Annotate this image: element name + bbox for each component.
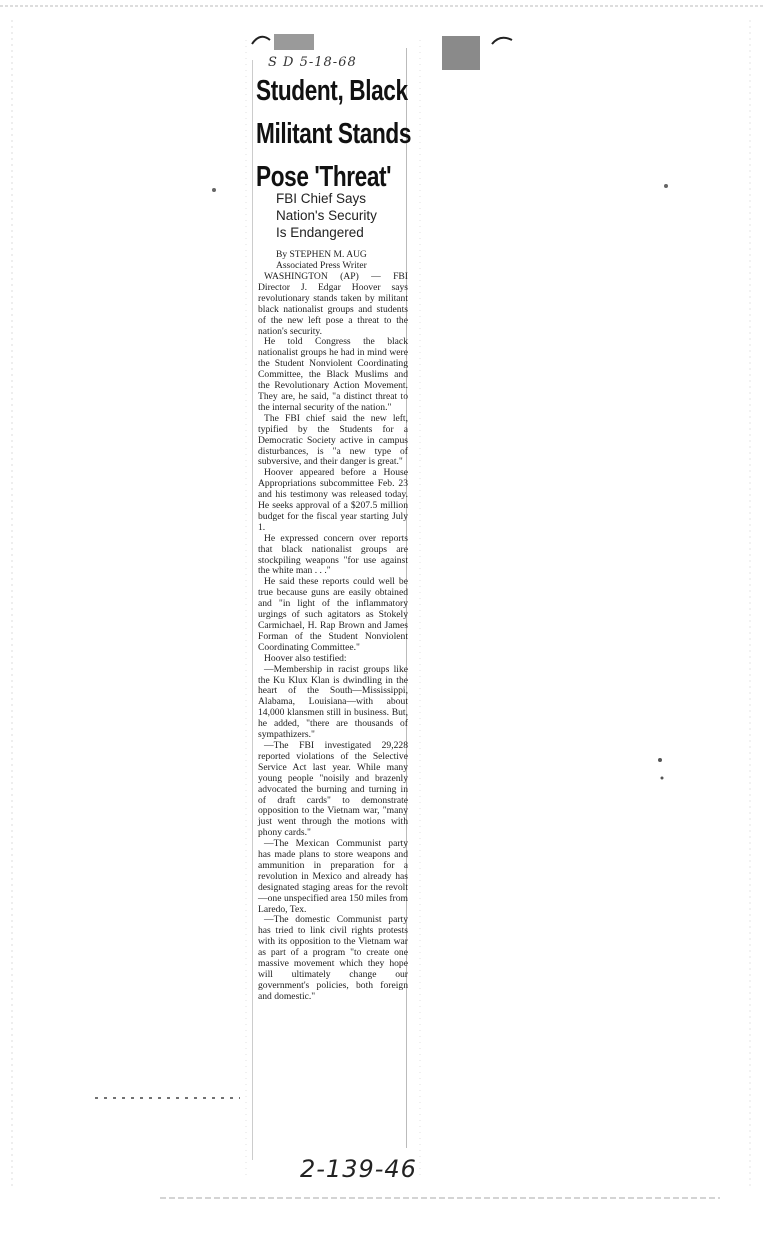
subhead-line: Is Endangered <box>276 225 364 240</box>
headline <box>256 70 412 199</box>
article-paragraph: He expressed concern over reports that black nationalist groups are stockpiling weapons "for use against the white man . . ." <box>258 532 408 577</box>
article-paragraph: —The domestic Communist party has tried to link civil rights protests with its opposition to the Vietnam war as part of a program "to create one massive movement which they hope will ultimately change our government's policies, both foreign and domestic." <box>258 914 408 1002</box>
article-body <box>258 272 408 1003</box>
handwritten-file-number: 2-139-46 <box>300 1155 417 1183</box>
headline-line: Student, Black <box>256 75 408 107</box>
subhead-line: Nation's Security <box>276 208 377 223</box>
byline <box>276 250 416 272</box>
subhead-line: FBI Chief Says <box>276 191 367 206</box>
article-paragraph: WASHINGTON (AP) — FBI Director J. Edgar Hoover says revolutionary stands taken by militant black nationalist groups and students of the new left pose a threat to the nation's security. <box>258 271 408 337</box>
article-paragraph: He told Congress the black nationalist groups he had in mind were the Student Nonviolent Coordinating Committee, the Black Muslims and the Revolutionary Action Movement. They are, he said, "a distinct threat to the internal security of the nation." <box>258 336 408 413</box>
article-paragraph: —The Mexican Communist party has made plans to store weapons and ammunition in preparation for a revolution in Mexico and already has designated staging areas for the revolt—one unspecified area 150 miles from Laredo, Tex. <box>258 838 408 915</box>
handwritten-date: S D 5-18-68 <box>268 55 357 70</box>
article-paragraph: —The FBI investigated 29,228 reported violations of the Selective Service Act last year. While many young people "noisily and brazenly advocated the burning and turning in of draft cards" to demonstrate opposition to the Vietnam war, "many just went through the motions with phony cards." <box>258 739 408 839</box>
headline-line: Pose 'Threat' <box>256 161 392 193</box>
article-paragraph: Hoover also testified: <box>264 652 347 664</box>
article-paragraph: The FBI chief said the new left, typified by the Students for a Democratic Society active in campus disturbances, is "a new type of subversive, and their danger is great." <box>258 412 408 468</box>
article-paragraph: He said these reports could well be true because guns are easily obtained and "in light of the inflammatory urgings of such agitators as Stokely Carmichael, H. Rap Brown and James Forman of the Student Nonviolent Coordinating Committee." <box>258 576 408 653</box>
byline-author: By STEPHEN M. AUG <box>276 250 367 260</box>
article-paragraph: —Membership in racist groups like the Ku Klux Klan is dwindling in the heart of the South—Mississippi, Alabama, Louisiana—with about 14,000 klansmen still in business. But, he added, "there are thousands of sympathizers." <box>258 663 408 741</box>
byline-role: Associated Press Writer <box>276 261 367 271</box>
clip-corner-left-icon <box>250 30 320 54</box>
article-paragraph: Hoover appeared before a House Appropriations subcommittee Feb. 23 and his testimony was released today. He seeks approval of a $207.5 million budget for the fiscal year starting July 1. <box>258 467 408 533</box>
headline-line: Militant Stands <box>256 118 412 150</box>
subheadline <box>276 190 406 241</box>
clip-corner-right-icon <box>440 32 515 72</box>
column-rule-left <box>252 60 253 1160</box>
